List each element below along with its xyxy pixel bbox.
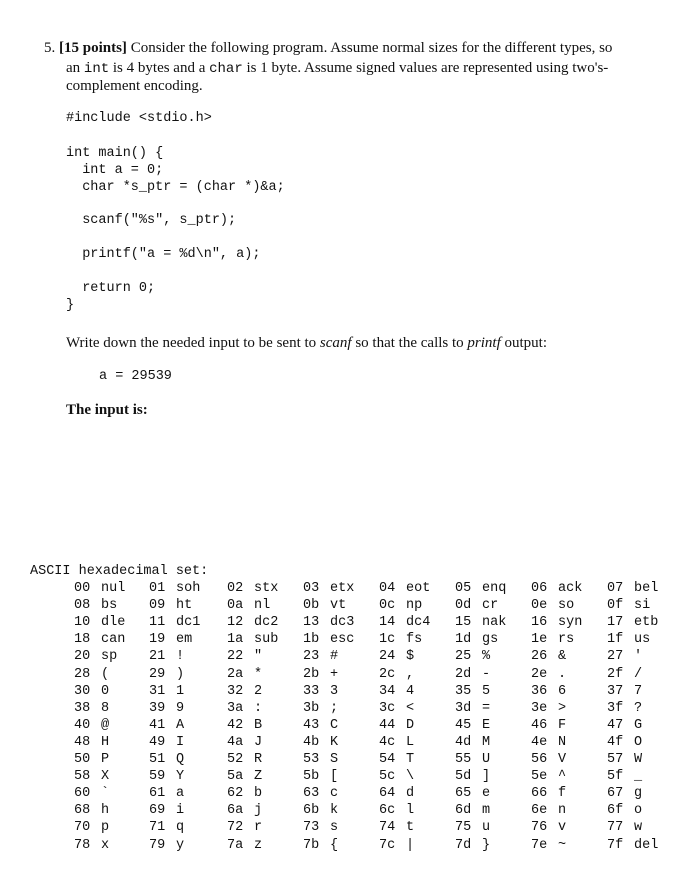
- ascii-char: vt: [330, 598, 347, 614]
- ascii-char: t: [406, 820, 415, 836]
- ascii-char: I: [176, 734, 185, 750]
- ascii-hex: 67: [607, 786, 624, 802]
- ascii-hex: 21: [149, 649, 166, 665]
- ascii-char: a: [176, 786, 185, 802]
- scanf-ref: scanf: [319, 335, 352, 351]
- question-header: [44, 40, 612, 57]
- ascii-hex: 76: [531, 820, 548, 836]
- ascii-row: [0, 598, 698, 615]
- ascii-char: k: [330, 803, 339, 819]
- ascii-char: i: [176, 803, 185, 819]
- ascii-char: v: [558, 820, 567, 836]
- ascii-row: [0, 615, 698, 632]
- ascii-hex: 2f: [607, 666, 624, 682]
- ascii-hex: 4d: [455, 734, 472, 750]
- question-line-3: complement encoding.: [66, 78, 203, 94]
- ascii-hex: 12: [227, 615, 244, 631]
- ascii-hex: 6e: [531, 803, 548, 819]
- ascii-char: |: [406, 837, 415, 853]
- ascii-char: e: [482, 786, 491, 802]
- ascii-char: V: [558, 752, 567, 767]
- ascii-hex: 7d: [455, 837, 472, 853]
- ascii-row: [0, 803, 698, 820]
- ascii-hex: 45: [455, 717, 472, 733]
- ascii-char: etx: [330, 581, 355, 596]
- ascii-hex: 27: [607, 649, 624, 665]
- code-line-close: }: [66, 298, 75, 313]
- ascii-hex: 1b: [303, 632, 320, 648]
- ascii-char: gs: [482, 632, 499, 648]
- ascii-char: >: [558, 700, 567, 716]
- ascii-hex: 39: [149, 700, 166, 716]
- ascii-row: [0, 667, 698, 684]
- ascii-hex: 73: [303, 820, 320, 836]
- ascii-char: b: [254, 786, 263, 802]
- ascii-hex: 7f: [607, 837, 624, 853]
- ascii-char: ~: [558, 837, 567, 853]
- ascii-char: s: [330, 820, 339, 836]
- ascii-char: eot: [406, 581, 431, 596]
- ascii-hex: 2d: [455, 666, 472, 682]
- ascii-hex: 18: [74, 632, 91, 648]
- ascii-row: [0, 769, 698, 786]
- ascii-hex: 3c: [379, 700, 396, 716]
- ascii-hex: 5c: [379, 769, 396, 785]
- ascii-char: dc4: [406, 615, 431, 631]
- ascii-row: [0, 632, 698, 649]
- ascii-char: np: [406, 598, 423, 614]
- ascii-char: rs: [558, 632, 575, 648]
- ascii-hex: 6c: [379, 803, 396, 819]
- ascii-hex: 31: [149, 683, 166, 699]
- question-number: 5.: [44, 40, 56, 56]
- ascii-hex: 01: [149, 581, 166, 596]
- ascii-hex: 37: [607, 683, 624, 699]
- ascii-char: u: [482, 820, 491, 836]
- ascii-hex: 05: [455, 581, 472, 596]
- ascii-hex: 3a: [227, 700, 244, 716]
- ascii-char: *: [254, 666, 263, 682]
- ascii-hex: 44: [379, 717, 396, 733]
- ascii-char: 5: [482, 683, 491, 699]
- ascii-char: dc1: [176, 615, 201, 631]
- ascii-char: 6: [558, 683, 567, 699]
- ascii-char: cr: [482, 598, 499, 614]
- ascii-hex: 10: [74, 615, 91, 631]
- ascii-char: D: [406, 717, 415, 733]
- ascii-hex: 4e: [531, 734, 548, 750]
- ascii-char: $: [406, 649, 415, 665]
- ascii-char: ): [176, 666, 185, 682]
- ascii-char: si: [634, 598, 651, 614]
- ascii-hex: 14: [379, 615, 396, 631]
- ascii-char: so: [558, 598, 575, 614]
- ascii-char: bs: [101, 598, 118, 614]
- ascii-hex: 0b: [303, 598, 320, 614]
- code-line-main: int main() {: [66, 146, 164, 161]
- ascii-hex: 24: [379, 649, 396, 665]
- ascii-hex: 7c: [379, 837, 396, 853]
- ascii-char: G: [634, 717, 643, 733]
- ascii-hex: 42: [227, 717, 244, 733]
- ascii-char: W: [634, 752, 643, 767]
- ascii-char: x: [101, 837, 110, 853]
- ascii-hex: 3d: [455, 700, 472, 716]
- ascii-char: del: [634, 837, 659, 853]
- ascii-row: [0, 820, 698, 837]
- ascii-hex: 0e: [531, 598, 548, 614]
- ascii-hex: 6d: [455, 803, 472, 819]
- ascii-char: -: [482, 666, 491, 682]
- ascii-char: nl: [254, 598, 271, 614]
- ascii-hex: 70: [74, 820, 91, 836]
- ascii-hex: 63: [303, 786, 320, 802]
- ascii-char: T: [406, 752, 415, 767]
- ascii-char: Q: [176, 752, 185, 767]
- ascii-char: (: [101, 666, 110, 682]
- ascii-hex: 3b: [303, 700, 320, 716]
- ascii-char: syn: [558, 615, 583, 631]
- code-line-int-a: int a = 0;: [66, 163, 164, 178]
- ascii-char: #: [330, 649, 339, 665]
- ascii-char: r: [254, 820, 263, 836]
- ascii-char: dle: [101, 615, 126, 631]
- ascii-hex: 64: [379, 786, 396, 802]
- ascii-hex: 60: [74, 786, 91, 802]
- ascii-hex: 20: [74, 649, 91, 665]
- ascii-char: q: [176, 820, 185, 836]
- printf-ref: printf: [467, 335, 501, 351]
- ascii-hex: 09: [149, 598, 166, 614]
- ascii-char: j: [254, 803, 263, 819]
- ascii-char: J: [254, 734, 263, 750]
- ascii-hex: 35: [455, 683, 472, 699]
- ascii-hex: 6a: [227, 803, 244, 819]
- ascii-hex: 33: [303, 683, 320, 699]
- ascii-hex: 3f: [607, 700, 624, 716]
- ascii-hex: 03: [303, 581, 320, 596]
- ascii-hex: 2a: [227, 666, 244, 682]
- ascii-char: `: [101, 786, 110, 802]
- ascii-hex: 71: [149, 820, 166, 836]
- ascii-char: ;: [330, 700, 339, 716]
- ascii-char: %: [482, 649, 491, 665]
- ascii-hex: 25: [455, 649, 472, 665]
- ascii-hex: 41: [149, 717, 166, 733]
- ascii-hex: 0d: [455, 598, 472, 614]
- ascii-hex: 32: [227, 683, 244, 699]
- ascii-char: d: [406, 786, 415, 802]
- ascii-char: f: [558, 786, 567, 802]
- ascii-char: +: [330, 666, 339, 682]
- ascii-char: can: [101, 632, 126, 648]
- ascii-hex: 34: [379, 683, 396, 699]
- ascii-hex: 53: [303, 752, 320, 767]
- ascii-hex: 77: [607, 820, 624, 836]
- question-line-1: Consider the following program. Assume normal sizes for the different types, so: [130, 40, 613, 56]
- ascii-hex: 57: [607, 752, 624, 767]
- ascii-char: <: [406, 700, 415, 716]
- ascii-row: [0, 786, 698, 803]
- ascii-hex: 23: [303, 649, 320, 665]
- code-line-include: #include <stdio.h>: [66, 111, 212, 126]
- ascii-hex: 19: [149, 632, 166, 648]
- ascii-char: 2: [254, 683, 263, 699]
- ascii-hex: 1d: [455, 632, 472, 648]
- ascii-hex: 38: [74, 700, 91, 716]
- ascii-char: ?: [634, 700, 643, 716]
- ascii-char: ack: [558, 581, 583, 596]
- ascii-char: nul: [101, 581, 126, 596]
- ascii-hex: 1c: [379, 632, 396, 648]
- ascii-hex: 68: [74, 803, 91, 819]
- ascii-hex: 29: [149, 666, 166, 682]
- ascii-char: &: [558, 649, 567, 665]
- ascii-char: H: [101, 734, 110, 750]
- ascii-char: [: [330, 769, 339, 785]
- ascii-hex: 1a: [227, 632, 244, 648]
- ascii-hex: 56: [531, 752, 548, 767]
- ascii-hex: 5b: [303, 769, 320, 785]
- ascii-char: Z: [254, 769, 263, 785]
- ascii-char: dc3: [330, 615, 355, 631]
- ascii-char: @: [101, 717, 110, 733]
- ascii-hex: 5f: [607, 769, 624, 785]
- ascii-char: L: [406, 734, 415, 750]
- ascii-hex: 74: [379, 820, 396, 836]
- ascii-char: ": [254, 649, 263, 665]
- ascii-hex: 5a: [227, 769, 244, 785]
- ascii-hex: 40: [74, 717, 91, 733]
- ascii-char: y: [176, 837, 185, 853]
- ascii-row: [0, 838, 698, 855]
- ascii-char: etb: [634, 615, 659, 631]
- ascii-hex: 66: [531, 786, 548, 802]
- ascii-hex: 43: [303, 717, 320, 733]
- ascii-hex: 2e: [531, 666, 548, 682]
- ascii-hex: 6f: [607, 803, 624, 819]
- question-line-2: an int is 4 bytes and a char is 1 byte. Assume signed values are represented using two's-: [66, 60, 609, 77]
- ascii-hex: 04: [379, 581, 396, 596]
- ascii-hex: 48: [74, 734, 91, 750]
- ascii-char: 3: [330, 683, 339, 699]
- ascii-char: g: [634, 786, 643, 802]
- ascii-hex: 50: [74, 752, 91, 767]
- ascii-char: o: [634, 803, 643, 819]
- ascii-hex: 47: [607, 717, 624, 733]
- ascii-hex: 06: [531, 581, 548, 596]
- answer-label: The input is:: [66, 402, 148, 418]
- ascii-hex: 7a: [227, 837, 244, 853]
- ascii-char: F: [558, 717, 567, 733]
- type-int: int: [83, 61, 110, 77]
- ascii-char: h: [101, 803, 110, 819]
- ascii-char: p: [101, 820, 110, 836]
- ascii-char: ^: [558, 769, 567, 785]
- ascii-char: bel: [634, 581, 659, 596]
- ascii-char: fs: [406, 632, 423, 648]
- ascii-row: [0, 581, 698, 598]
- code-line-scanf: scanf("%s", s_ptr);: [66, 213, 237, 228]
- ascii-hex: 6b: [303, 803, 320, 819]
- ascii-hex: 26: [531, 649, 548, 665]
- ascii-hex: 55: [455, 752, 472, 767]
- ascii-char: l: [406, 803, 415, 819]
- ascii-char: B: [254, 717, 263, 733]
- ascii-hex: 52: [227, 752, 244, 767]
- expected-output: a = 29539: [99, 369, 172, 384]
- ascii-char: z: [254, 837, 263, 853]
- ascii-row: [0, 752, 698, 769]
- ascii-hex: 1e: [531, 632, 548, 648]
- ascii-char: sub: [254, 632, 279, 648]
- ascii-char: M: [482, 734, 491, 750]
- ascii-char: !: [176, 649, 185, 665]
- ascii-char: U: [482, 752, 491, 767]
- ascii-hex: 22: [227, 649, 244, 665]
- ascii-hex: 3e: [531, 700, 548, 716]
- type-char: char: [209, 61, 243, 77]
- ascii-hex: 5d: [455, 769, 472, 785]
- ascii-hex: 54: [379, 752, 396, 767]
- ascii-char: ': [634, 649, 643, 665]
- ascii-char: {: [330, 837, 339, 853]
- ascii-hex: 15: [455, 615, 472, 631]
- ascii-row: [0, 718, 698, 735]
- instruction: Write down the needed input to be sent to scanf so that the calls to printf output:: [66, 335, 548, 351]
- ascii-hex: 5e: [531, 769, 548, 785]
- ascii-hex: 36: [531, 683, 548, 699]
- ascii-char: 7: [634, 683, 643, 699]
- ascii-hex: 69: [149, 803, 166, 819]
- ascii-hex: 28: [74, 666, 91, 682]
- code-line-return: return 0;: [66, 281, 156, 296]
- ascii-hex: 11: [149, 615, 166, 631]
- ascii-hex: 07: [607, 581, 624, 596]
- ascii-hex: 79: [149, 837, 166, 853]
- ascii-hex: 58: [74, 769, 91, 785]
- ascii-char: ,: [406, 666, 415, 682]
- ascii-char: C: [330, 717, 339, 733]
- ascii-char: stx: [254, 581, 279, 596]
- ascii-char: 0: [101, 683, 110, 699]
- ascii-char: nak: [482, 615, 507, 631]
- ascii-hex: 46: [531, 717, 548, 733]
- ascii-hex: 1f: [607, 632, 624, 648]
- ascii-row: [0, 649, 698, 666]
- ascii-hex: 51: [149, 752, 166, 767]
- ascii-hex: 13: [303, 615, 320, 631]
- ascii-char: enq: [482, 581, 507, 596]
- ascii-char: ht: [176, 598, 193, 614]
- ascii-char: ]: [482, 769, 491, 785]
- ascii-char: N: [558, 734, 567, 750]
- ascii-hex: 4b: [303, 734, 320, 750]
- ascii-hex: 65: [455, 786, 472, 802]
- ascii-char: E: [482, 717, 491, 733]
- ascii-hex: 4a: [227, 734, 244, 750]
- ascii-hex: 4f: [607, 734, 624, 750]
- ascii-char: \: [406, 769, 415, 785]
- ascii-hex: 49: [149, 734, 166, 750]
- ascii-hex: 2b: [303, 666, 320, 682]
- ascii-hex: 0f: [607, 598, 624, 614]
- ascii-hex: 0a: [227, 598, 244, 614]
- ascii-char: sp: [101, 649, 118, 665]
- ascii-char: c: [330, 786, 339, 802]
- ascii-hex: 78: [74, 837, 91, 853]
- ascii-hex: 4c: [379, 734, 396, 750]
- ascii-char: n: [558, 803, 567, 819]
- ascii-char: X: [101, 769, 110, 785]
- ascii-hex: 7b: [303, 837, 320, 853]
- ascii-char: m: [482, 803, 491, 819]
- ascii-char: =: [482, 700, 491, 716]
- ascii-char: em: [176, 632, 193, 648]
- ascii-hex: 61: [149, 786, 166, 802]
- ascii-hex: 75: [455, 820, 472, 836]
- ascii-title: ASCII hexadecimal set:: [30, 564, 209, 579]
- ascii-char: S: [330, 752, 339, 767]
- ascii-char: 4: [406, 683, 415, 699]
- ascii-char: _: [634, 769, 643, 785]
- code-line-char-ptr: char *s_ptr = (char *)&a;: [66, 180, 285, 195]
- ascii-char: A: [176, 717, 185, 733]
- ascii-char: /: [634, 666, 643, 682]
- ascii-char: P: [101, 752, 110, 767]
- ascii-hex: 30: [74, 683, 91, 699]
- ascii-hex: 02: [227, 581, 244, 596]
- ascii-hex: 7e: [531, 837, 548, 853]
- ascii-row: [0, 684, 698, 701]
- ascii-hex: 2c: [379, 666, 396, 682]
- ascii-hex: 59: [149, 769, 166, 785]
- ascii-char: O: [634, 734, 643, 750]
- ascii-hex: 17: [607, 615, 624, 631]
- ascii-char: }: [482, 837, 491, 853]
- ascii-char: us: [634, 632, 651, 648]
- ascii-row: [0, 735, 698, 752]
- ascii-char: K: [330, 734, 339, 750]
- question-points: [15 points]: [59, 40, 127, 56]
- ascii-hex: 62: [227, 786, 244, 802]
- ascii-char: Y: [176, 769, 185, 785]
- ascii-char: soh: [176, 581, 201, 596]
- ascii-char: 1: [176, 683, 185, 699]
- ascii-hex: 00: [74, 581, 91, 596]
- ascii-char: esc: [330, 632, 355, 648]
- ascii-char: 9: [176, 700, 185, 716]
- ascii-char: R: [254, 752, 263, 767]
- ascii-hex: 0c: [379, 598, 396, 614]
- ascii-row: [0, 701, 698, 718]
- ascii-char: 8: [101, 700, 110, 716]
- code-line-printf: printf("a = %d\n", a);: [66, 247, 261, 262]
- ascii-char: .: [558, 666, 567, 682]
- ascii-char: :: [254, 700, 263, 716]
- ascii-hex: 08: [74, 598, 91, 614]
- ascii-char: dc2: [254, 615, 279, 631]
- ascii-char: w: [634, 820, 643, 836]
- ascii-hex: 72: [227, 820, 244, 836]
- ascii-hex: 16: [531, 615, 548, 631]
